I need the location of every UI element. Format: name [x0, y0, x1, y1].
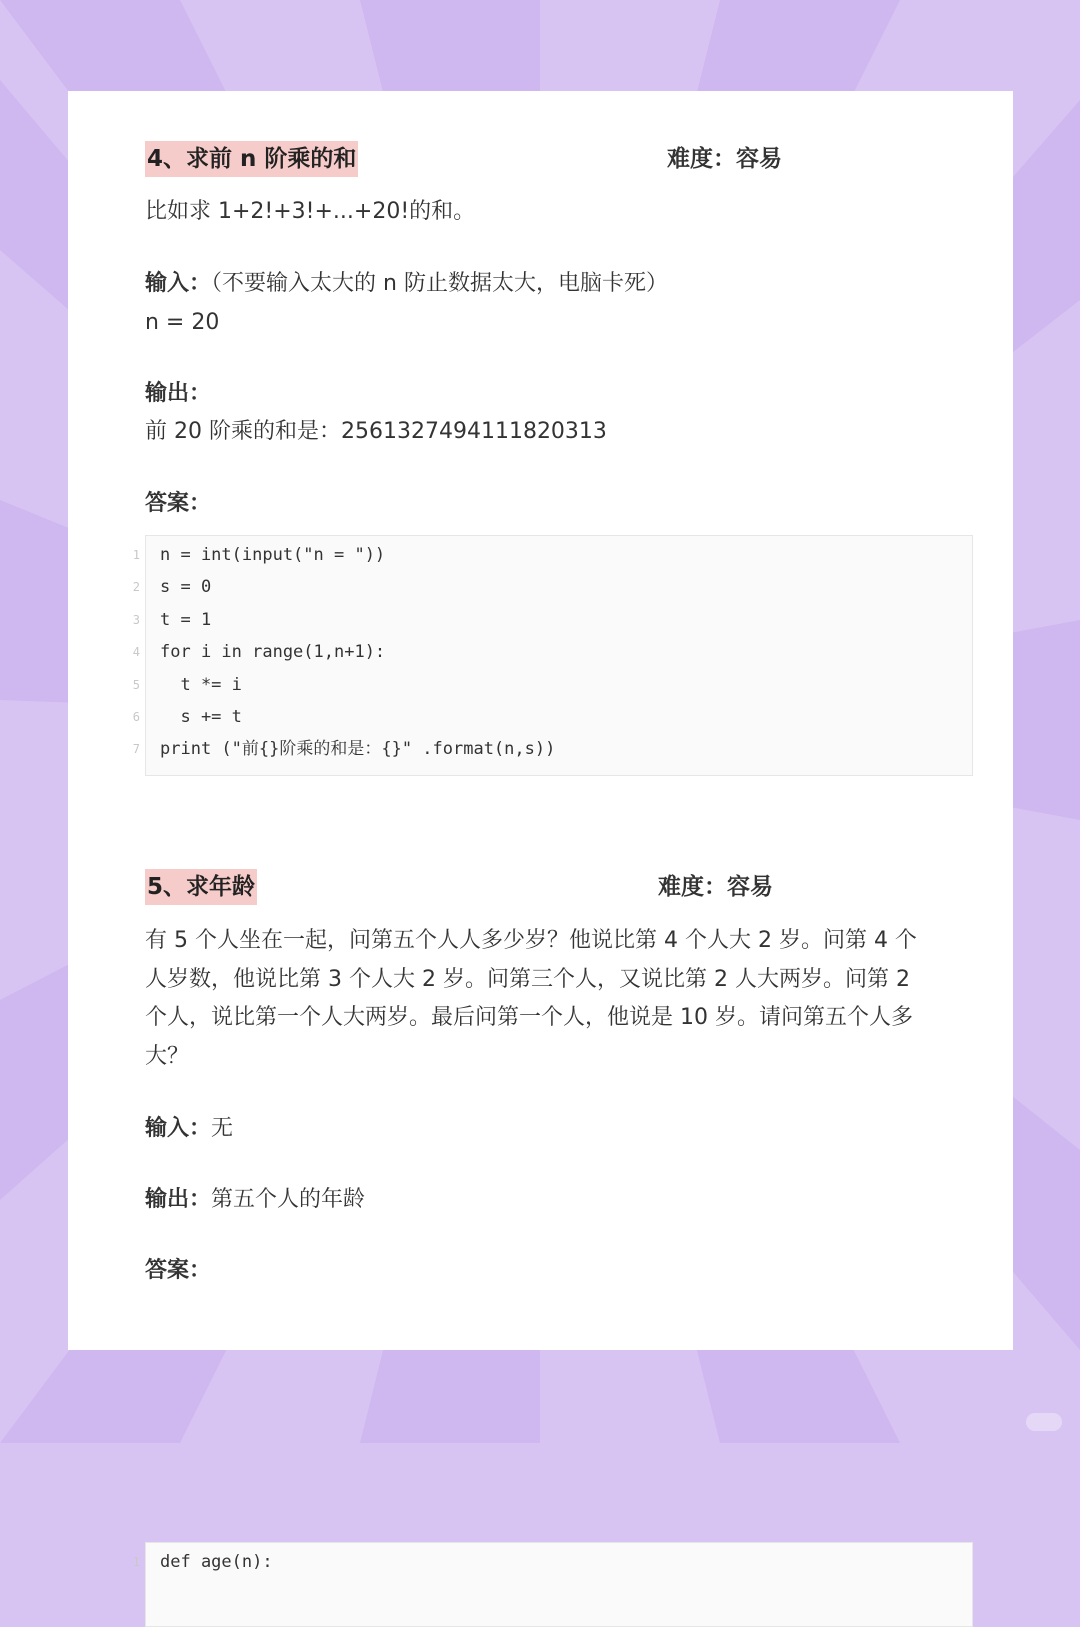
code-text: for i in range(1,n+1):: [160, 642, 386, 663]
code-line: [132, 604, 972, 636]
description-line: 个人，说比第一个人大两岁。最后问第一个人，他说是 10 岁。请问第五个人多: [145, 1005, 913, 1030]
code-line: [132, 1546, 972, 1578]
line-number: 5: [132, 677, 140, 692]
problem-4-input-label: 输入：: [145, 271, 212, 296]
line-number: 7: [132, 742, 140, 757]
problem-5-output-line: [145, 1181, 971, 1220]
code-text: t *= i: [160, 674, 242, 695]
problem-5-difficulty: 难度：容易: [658, 874, 773, 900]
code-text: t = 1: [160, 609, 212, 630]
description-line: 大？: [145, 1043, 190, 1069]
line-number: 6: [132, 709, 140, 724]
problem-4-output-label: 输出：: [145, 381, 212, 406]
code-line: [132, 571, 972, 603]
line-number: 1: [132, 548, 140, 562]
problem-5-title: 5、求年龄: [145, 869, 257, 905]
problem-4-input-note: （不要输入太大的 n 防止数据太大，电脑卡死）: [211, 271, 668, 296]
problem-5-header: [145, 869, 971, 909]
line-number: 3: [132, 612, 140, 627]
problem-4-input-value: n = 20: [145, 310, 220, 335]
code-line: [132, 636, 972, 668]
problem-4-title: 4、求前 n 阶乘的和: [145, 141, 358, 177]
problem-4-output-value: 前 20 阶乘的和是：2561327494111820313: [145, 419, 607, 444]
code-text: def age(n):: [160, 1552, 273, 1572]
description-line: 有 5 个人坐在一起，问第五个人人多少岁？他说比第 4 个人大 2 岁。问第 4 个: [145, 928, 917, 953]
problem-5-code-block: [132, 1542, 973, 1627]
problem-5-output-label: 输出：: [145, 1187, 212, 1212]
problem-5-description: [145, 922, 971, 1076]
code-text: print ("前{}阶乘的和是：{}" .format(n,s)): [160, 739, 556, 760]
line-number: 4: [132, 645, 140, 660]
problem-4-section: [145, 141, 971, 181]
code-line: [132, 539, 972, 571]
problem-5-section: [145, 869, 971, 909]
code-line: [132, 669, 972, 701]
problem-4-code-block: [132, 535, 973, 776]
code-text: n = int(input("n = ")): [160, 545, 386, 565]
problem-5-input-value: 无: [211, 1116, 234, 1141]
problem-4-description: 比如求 1+2!+3!+...+20!的和。: [145, 199, 476, 224]
line-number: 1: [132, 1555, 140, 1569]
problem-4-answer-label: 答案：: [145, 491, 212, 516]
problem-5-answer-label: 答案：: [145, 1258, 212, 1283]
code-line: [132, 701, 972, 733]
line-number: 2: [132, 580, 140, 595]
problem-5-output-value: 第五个人的年龄: [211, 1187, 366, 1212]
problem-4-input-line: [145, 265, 971, 304]
problem-5-input-label: 输入：: [145, 1116, 212, 1141]
code-text: s += t: [160, 706, 242, 727]
watermark-badge: [1026, 1413, 1062, 1431]
problem-4-difficulty: 难度：容易: [667, 146, 782, 172]
problem-4-header: [145, 141, 971, 181]
code-text: s = 0: [160, 577, 212, 598]
description-line: 人岁数，他说比第 3 个人大 2 岁。问第三个人，又说比第 2 人大两岁。问第 2: [145, 966, 910, 992]
code-line: [132, 733, 972, 765]
problem-5-input-line: [145, 1110, 971, 1149]
content-card: [68, 91, 1013, 1572]
